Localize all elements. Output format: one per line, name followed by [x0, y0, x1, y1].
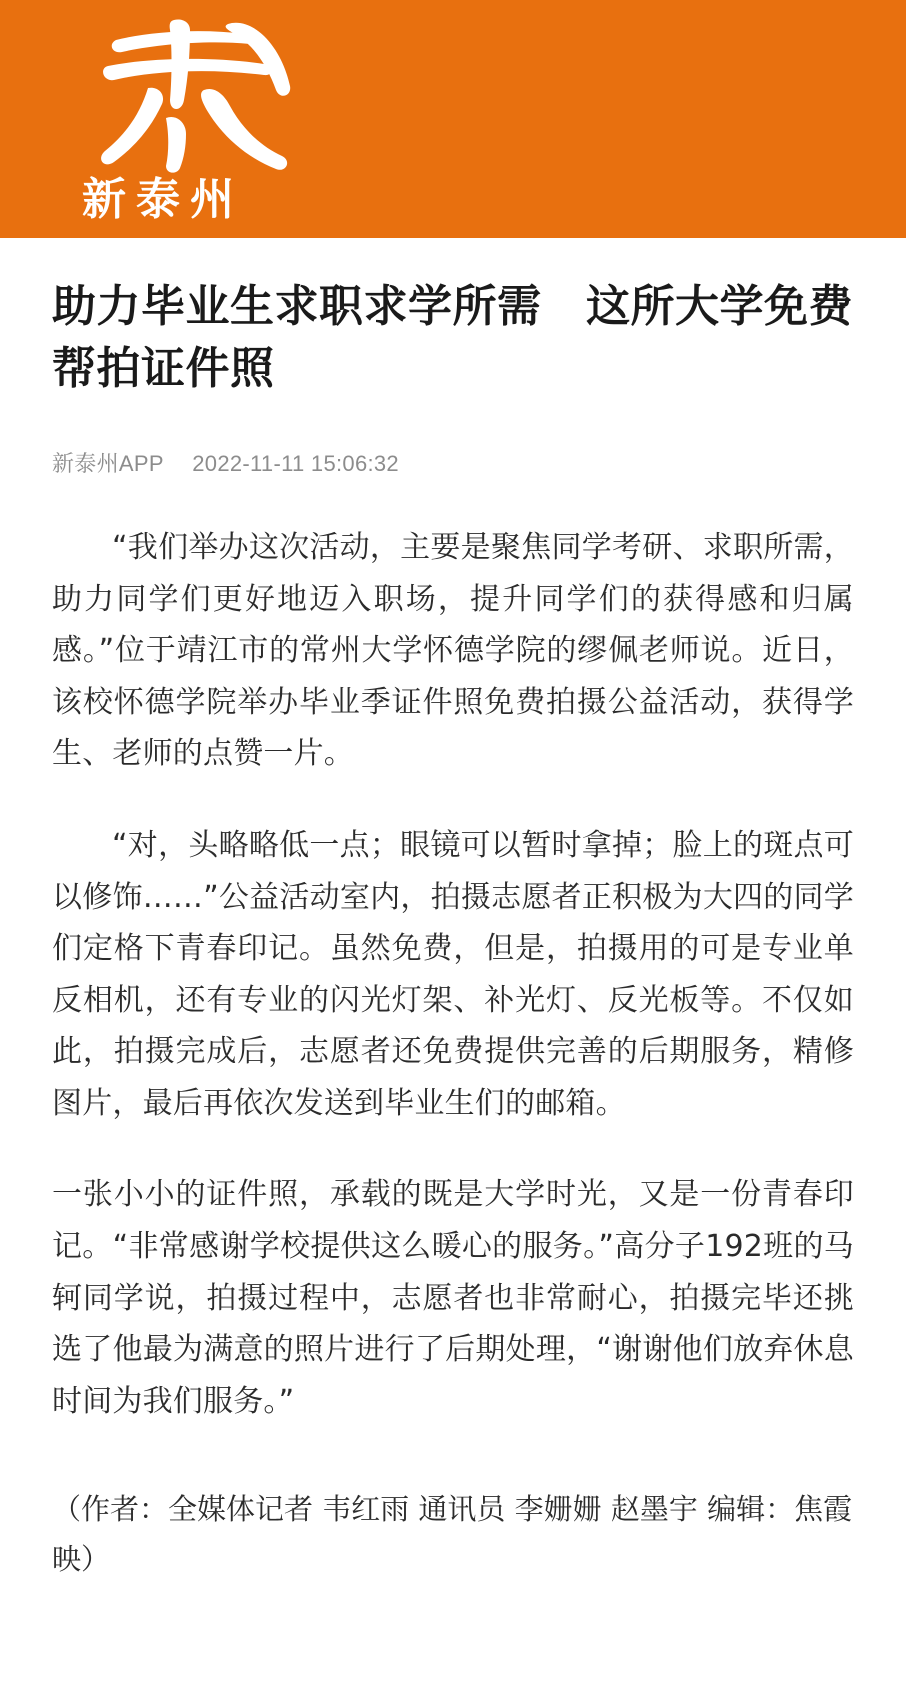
article-paragraphs: [52, 522, 854, 1428]
brand-name: 新泰州: [82, 174, 244, 225]
article-credits: （作者：全媒体记者 韦红雨 通讯员 李姗姗 赵墨宇 编辑：焦霞映）: [52, 1492, 853, 1577]
article-body: [0, 238, 906, 1645]
article-timestamp: 2022-11-11 15:06:32: [192, 450, 399, 476]
brand-logo[interactable]: [78, 14, 338, 226]
article-paragraph: “我们举办这次活动，主要是聚焦同学考研、求职所需，助力同学们更好地迈入职场，提升同学们的获得感和归属感。”位于靖江市的常州大学怀德学院的缪佩老师说。近日，该校怀德学院举办毕业季证件照免费拍摄公益活动，获得学生、老师的点赞一片。: [52, 529, 854, 772]
tai-calligraphy-logo-icon: [78, 14, 328, 174]
site-masthead: [0, 0, 906, 238]
page-title: 助力毕业生求职求学所需 这所大学免费帮拍证件照: [52, 281, 853, 395]
article-paragraph: “对，头略略低一点；眼镜可以暂时拿掉；脸上的斑点可以修饰……”公益活动室内，拍摄志愿者正积极为大四的同学们定格下青春印记。虽然免费，但是，拍摄用的可是专业单反相机，还有专业的闪光灯架、补光灯、反光板等。不仅如此，拍摄完成后，志愿者还免费提供完善的后期服务，精修图片，最后再依次发送到毕业生们的邮箱。: [52, 827, 854, 1121]
article-meta: [52, 447, 854, 478]
article-source: 新泰州APP: [52, 450, 164, 476]
article-paragraph: 一张小小的证件照，承载的既是大学时光，又是一份青春印记。“非常感谢学校提供这么暖心的服务。”高分子192班的马轲同学说，拍摄过程中，志愿者也非常耐心，拍摄完毕还挑选了他最为满意的照片进行了后期处理，“谢谢他们放弃休息时间为我们服务。”: [52, 1177, 854, 1419]
